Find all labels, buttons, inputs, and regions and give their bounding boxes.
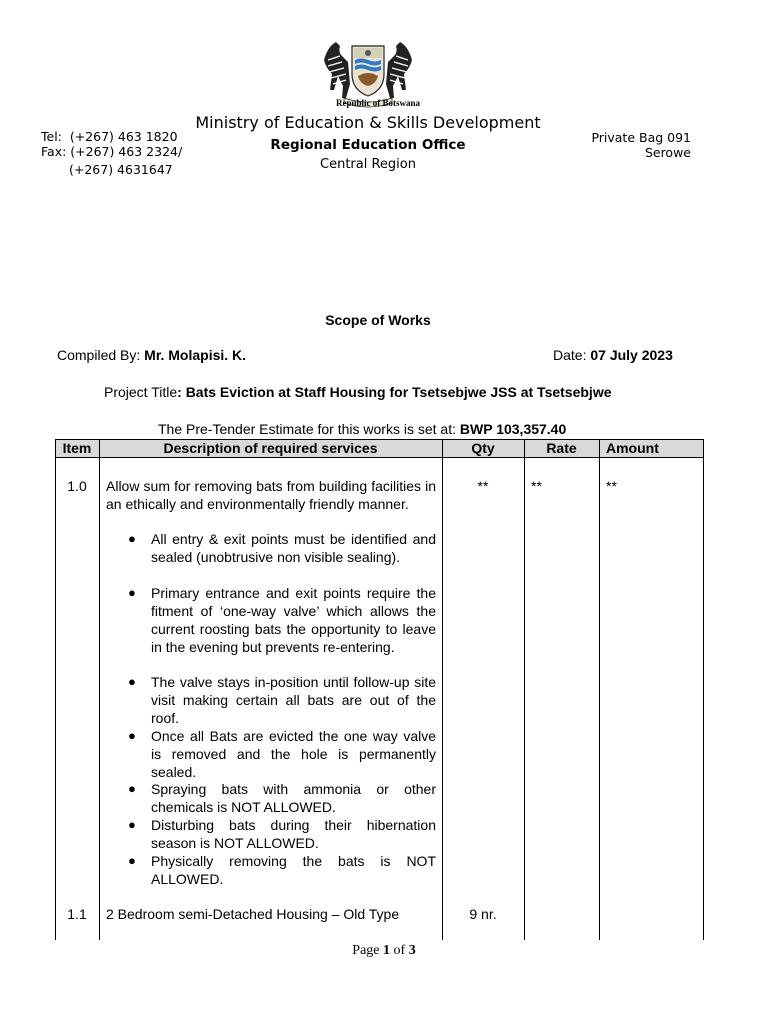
- address-line-2: Serowe: [644, 145, 691, 160]
- row-description: Allow sum for removing bats from building facilities in an ethically and environmentally friendly manner.: [106, 478, 436, 512]
- estimate-label: The Pre-Tender Estimate for this works is set at:: [158, 421, 460, 437]
- project-title: [104, 384, 612, 400]
- page-current: 1: [383, 943, 391, 958]
- project-title-value: : Bats Eviction at Staff Housing for Tsetsebjwe JSS at Tsetsebjwe: [177, 384, 612, 400]
- header-rate: Rate: [546, 440, 577, 456]
- header-item: Item: [62, 440, 92, 456]
- ministry-name: Ministry of Education & Skills Development: [195, 113, 541, 132]
- row-item-number: 1.1: [67, 906, 87, 922]
- region-name: Central Region: [320, 157, 416, 172]
- fax-line-2: (+267) 4631647: [69, 162, 173, 177]
- col-border: [524, 439, 525, 940]
- of-word: of: [390, 943, 409, 958]
- header-description: Description of required services: [163, 440, 378, 456]
- row-item-number: 1.0: [67, 478, 87, 494]
- col-border: [55, 439, 56, 940]
- row-amount: **: [606, 478, 617, 494]
- row-qty: **: [477, 478, 489, 494]
- project-title-label: Project Title: [104, 384, 178, 400]
- col-border: [99, 439, 100, 940]
- postal-address: [560, 130, 691, 160]
- compiled-by-label: Compiled By:: [57, 347, 145, 363]
- estimate-value: BWP 103,357.40: [459, 421, 567, 437]
- page-number: [0, 943, 768, 959]
- tel-line: Tel: (+267) 463 1820: [41, 129, 178, 144]
- office-name: Regional Education Office: [270, 137, 466, 153]
- scope-table: Item Description of required services Qty Rate Amount 1.0 Allow sum for removing bats from building facilities in an ethically and environmentally friendly manner. ● All entry & exit points must be identified and sealed (unobtrusive non visible sealing). ● Primary entrance and exit points require the fitment of ‘one-way valve’ which allows the current roosting bats the opportunity to leave in the evening but prevents re-entering. ● The valve stays in-position until follow-up site visit making certain all bats are out of the roof. ● Once all Bats are evicted the one way valve is removed and the hole is permanently sealed. ● Spraying bats with ammonia or other chemicals is NOT ALLOWED. ● Disturbing bats during their hibernation season is NOT ALLOWED. ● Physically removing the bats is NOT ALLOWED. ** ** ** 1.1 2 Bedroom semi-Detached Housing – Old Type 9 nr.: [55, 439, 704, 940]
- header-amount: Amount: [606, 440, 659, 456]
- table-header-border: [55, 457, 704, 458]
- row-qty: 9 nr.: [469, 906, 497, 922]
- col-border: [599, 439, 600, 940]
- col-border: [442, 439, 443, 940]
- address-line-1: Private Bag 091: [591, 130, 691, 145]
- row-description: 2 Bedroom semi-Detached Housing – Old Type: [106, 906, 400, 922]
- compiled-by: [57, 347, 246, 363]
- republic-caption: Republic of Botswana: [335, 98, 420, 108]
- document-date: [553, 347, 673, 363]
- page-word: Page: [352, 943, 384, 958]
- date-label: Date:: [553, 347, 591, 363]
- fax-line: Fax: (+267) 463 2324/: [41, 144, 183, 159]
- compiled-by-value: Mr. Molapisi. K.: [144, 347, 247, 363]
- header-qty: Qty: [471, 440, 495, 456]
- col-border: [703, 439, 704, 940]
- page-total: 3: [408, 943, 416, 958]
- date-value: 07 July 2023: [590, 347, 673, 363]
- pre-tender-estimate: [158, 421, 566, 437]
- row-rate: **: [531, 478, 542, 494]
- document-title: Scope of Works: [325, 312, 431, 328]
